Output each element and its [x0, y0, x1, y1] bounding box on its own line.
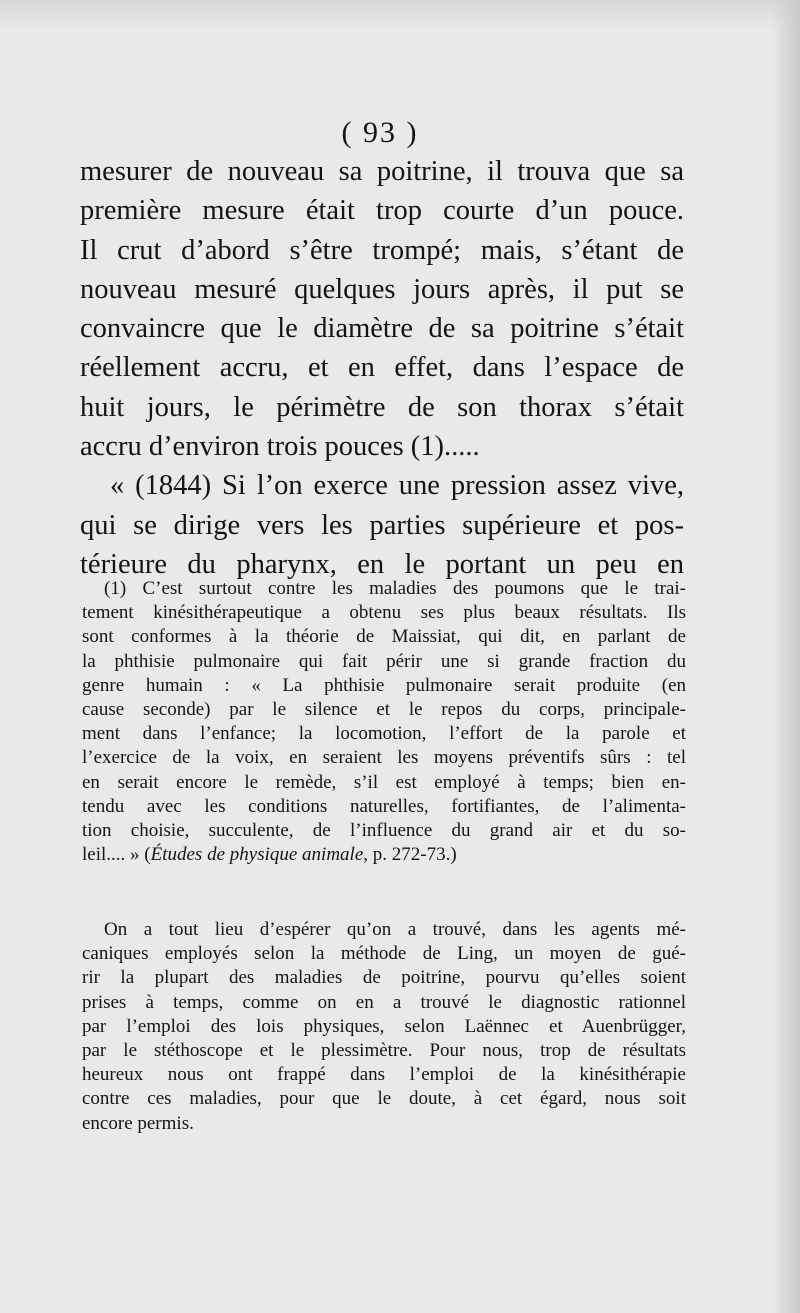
closing-paragraph-line: par le stéthoscope et le plessimètre. Pour nous, trop de résultats	[82, 1040, 686, 1062]
main-text-line: huit jours, le périmètre de son thorax s’était	[80, 391, 684, 423]
page-number: ( 93 )	[341, 116, 419, 149]
footnote-line: genre humain : « La phthisie pulmonaire serait produite (en	[82, 674, 686, 696]
footnote-line: (1) C’est surtout contre les maladies des poumons que le trai-	[104, 578, 686, 599]
closing-paragraph-line: encore permis.	[82, 1112, 194, 1134]
closing-paragraph-line: prises à temps, comme on en a trouvé le diagnostic rationnel	[82, 991, 686, 1013]
main-text-block	[80, 152, 684, 584]
footnote-line: tion choisie, succulente, de l’influence du grand air et du so-	[82, 820, 686, 842]
scan-edge-shadow-top	[0, 0, 800, 30]
footnote-line: la phthisie pulmonaire qui fait périr une si grande fraction du	[82, 650, 686, 672]
footnote-line: sont conformes à la théorie de Maissiat, qui dit, en parlant de	[82, 626, 686, 648]
closing-paragraph-line: contre ces maladies, pour que le doute, à cet égard, nous soit	[82, 1088, 686, 1110]
main-text-line: réellement accru, et en effet, dans l’espace de	[80, 352, 684, 384]
footnote-last-line-prefix: leil.... » (	[82, 844, 151, 866]
main-text-line: accru d’environ trois pouces (1).....	[80, 431, 480, 463]
footnote-line: tement kinésithérapeutique a obtenu ses plus beaux résultats. Ils	[82, 602, 686, 624]
scan-edge-shadow-right	[772, 0, 800, 1313]
footnote-line: cause seconde) par le silence et le repos du corps, principale-	[82, 699, 686, 721]
main-text-line: mesurer de nouveau sa poitrine, il trouva que sa	[80, 156, 684, 187]
footnote-line: l’exercice de la voix, en seraient les moyens préventifs sûrs : tel	[82, 747, 686, 769]
footnote-last-line-suffix: , p. 272-73.)	[363, 844, 457, 866]
main-text-line: Il crut d’abord s’être trompé; mais, s’étant de	[80, 234, 684, 266]
footnote-line: tendu avec les conditions naturelles, fortifiantes, de l’alimenta-	[82, 795, 686, 817]
main-text-line: qui se dirige vers les parties supérieure et pos-	[80, 509, 684, 541]
footnote-block	[82, 577, 686, 867]
closing-paragraph-line: heureux nous ont frappé dans l’emploi de la kinésithérapie	[82, 1064, 686, 1086]
closing-paragraph-line: par l’emploi des lois physiques, selon Laënnec et Auenbrügger,	[82, 1015, 686, 1037]
footnote-last-line	[82, 843, 686, 867]
footnote-book-title: Études de physique animale	[150, 844, 364, 866]
closing-paragraph-line: caniques employés selon la méthode de Ling, un moyen de gué-	[82, 943, 686, 965]
footnote-line: ment dans l’enfance; la locomotion, l’effort de la parole et	[82, 723, 686, 745]
closing-paragraph	[82, 918, 686, 1136]
main-text-line: nouveau mesuré quelques jours après, il put se	[80, 273, 684, 305]
main-text-line: première mesure était trop courte d’un pouce.	[80, 195, 684, 227]
closing-paragraph-line: rir la plupart des maladies de poitrine, pourvu qu’elles soient	[82, 967, 686, 989]
main-text-line: convaincre que le diamètre de sa poitrine s’était	[80, 313, 684, 345]
main-text-line: térieure du pharynx, en le portant un peu en	[80, 548, 684, 580]
main-text-line: « (1844) Si l’on exerce une pression assez vive,	[110, 470, 684, 502]
closing-paragraph-line: On a tout lieu d’espérer qu’on a trouvé, dans les agents mé-	[104, 919, 686, 940]
footnote-line: en serait encore le remède, s’il est employé à temps; bien en-	[82, 771, 686, 793]
